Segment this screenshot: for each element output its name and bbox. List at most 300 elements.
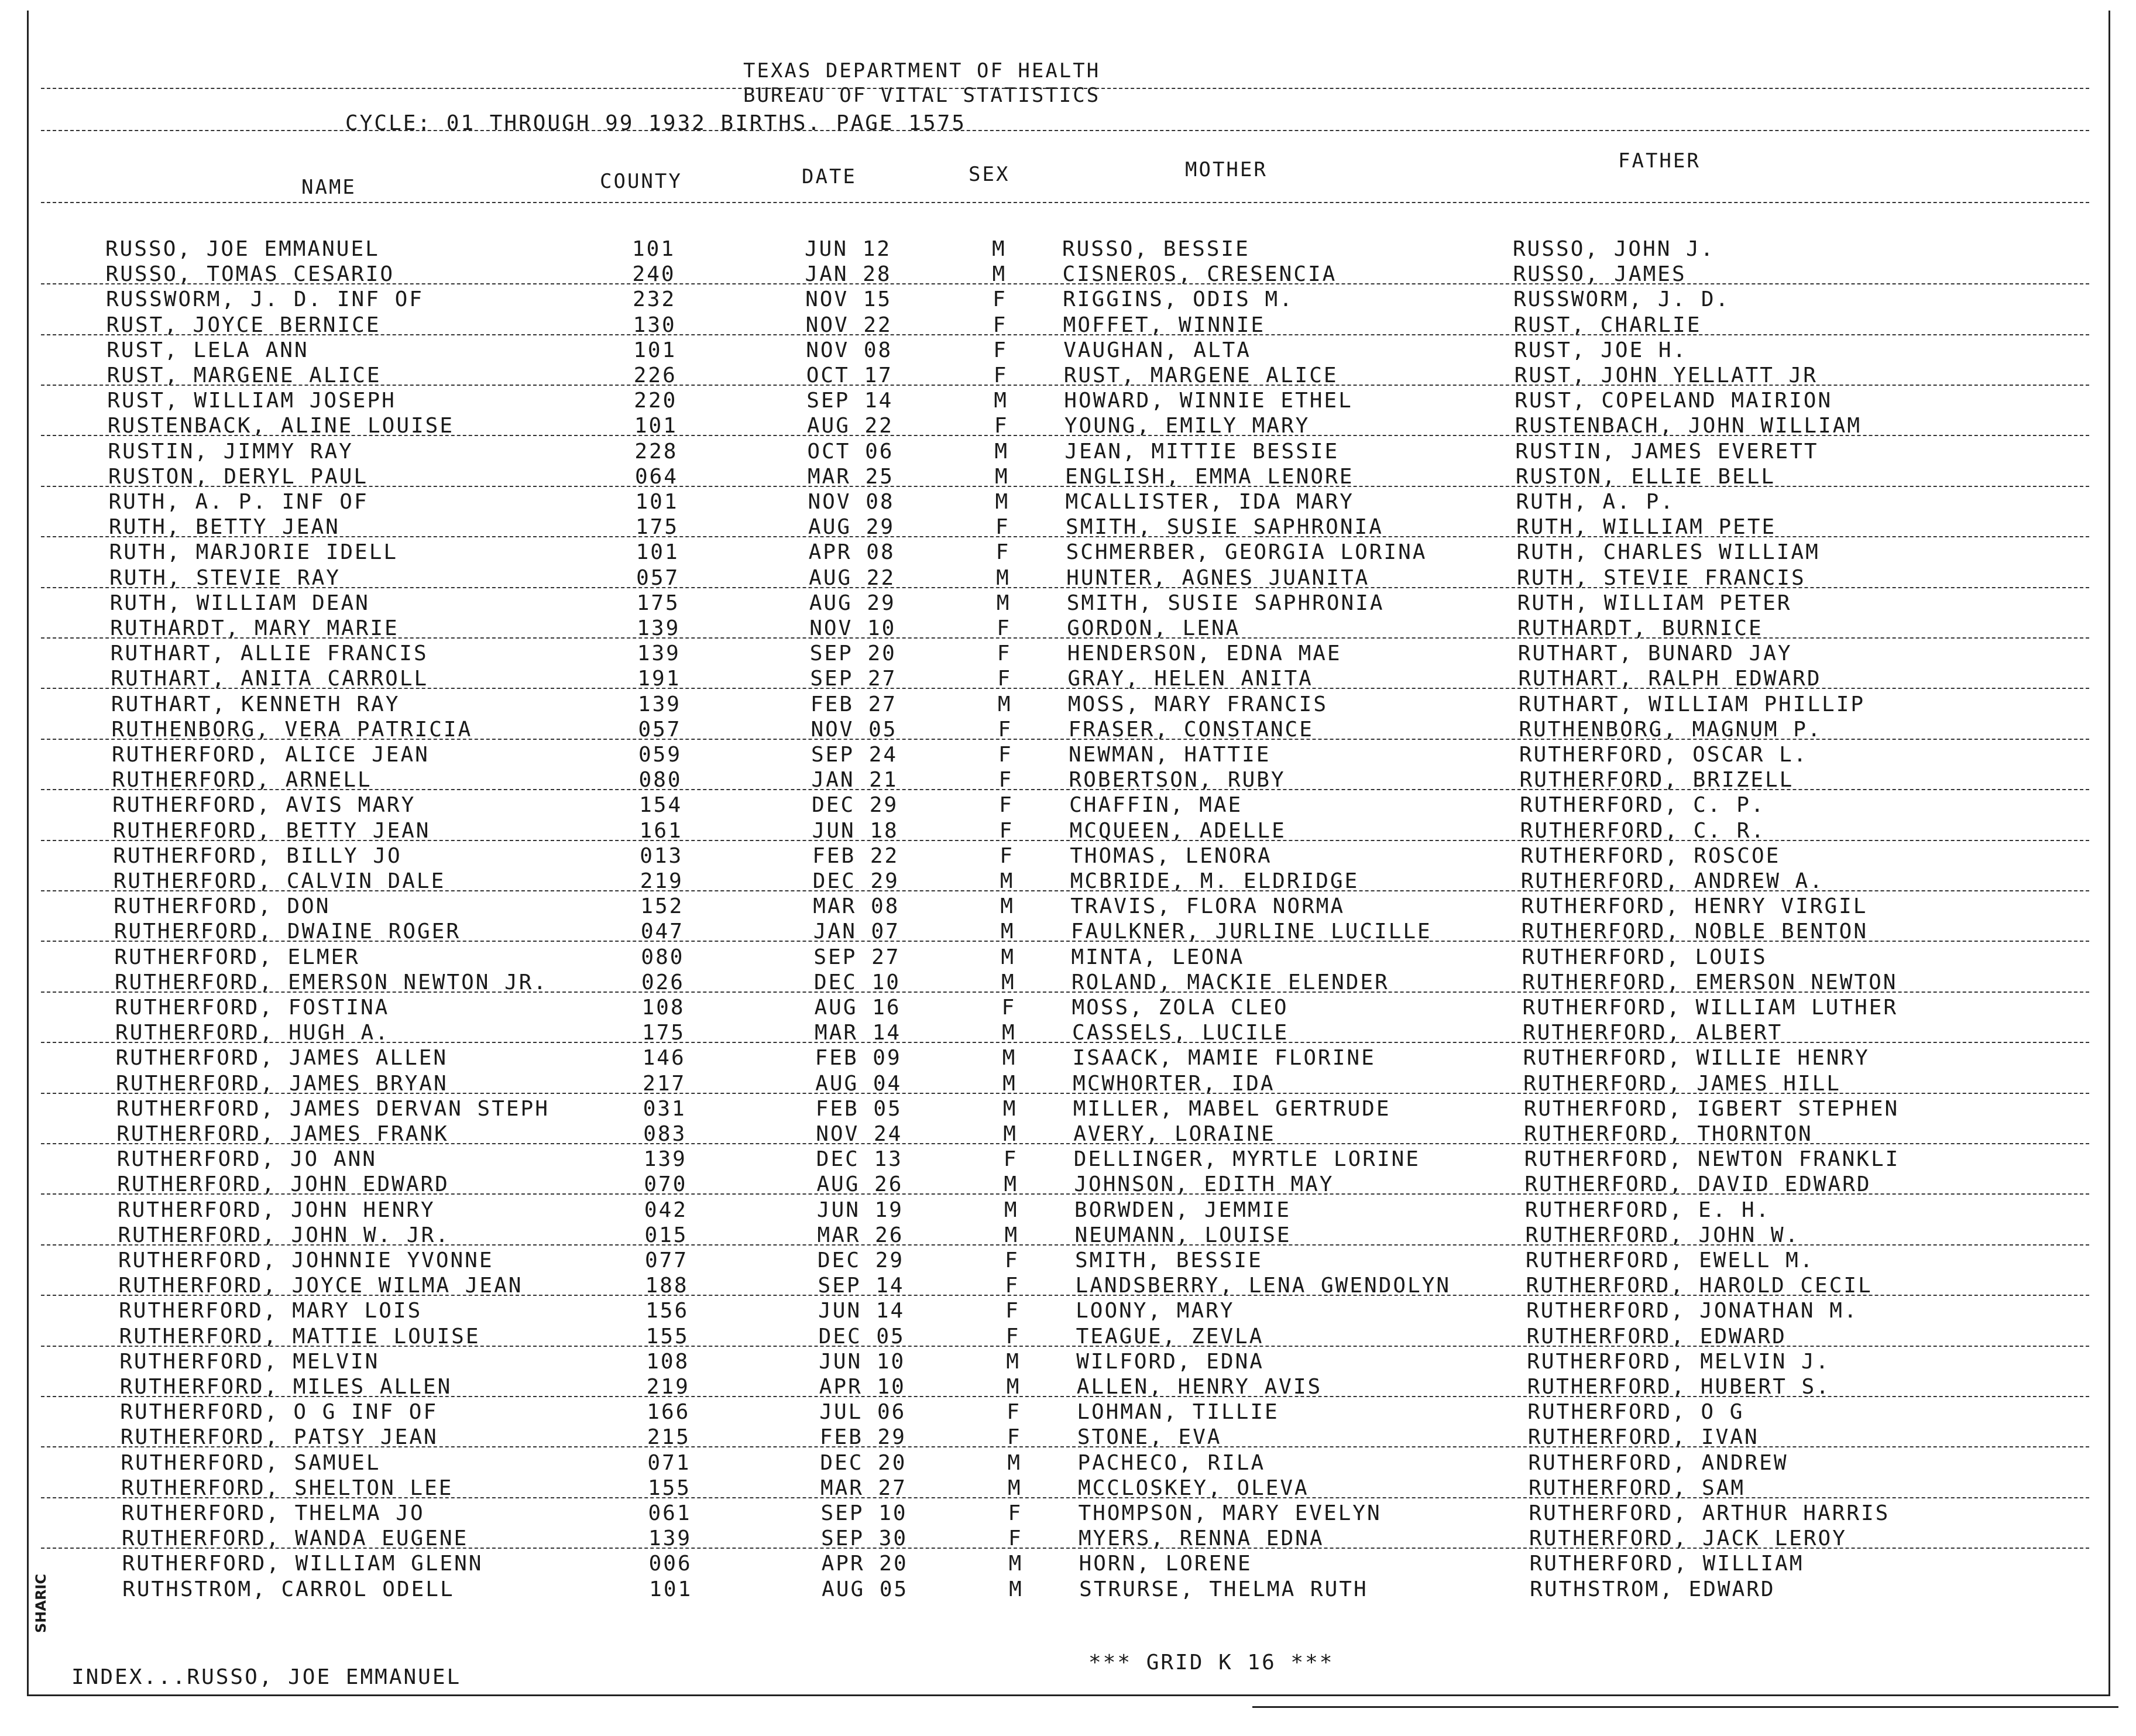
- cell-date: JUN 10: [819, 1349, 906, 1374]
- cell-mother: MCCLOSKEY, OLEVA: [1077, 1476, 1309, 1500]
- cell-mother: MOFFET, WINNIE: [1063, 313, 1266, 337]
- cell-mother: RUST, MARGENE ALICE: [1063, 363, 1338, 387]
- cell-date: MAR 26: [817, 1223, 904, 1247]
- cell-mother: WILFORD, EDNA: [1076, 1349, 1264, 1374]
- cell-date: DEC 29: [818, 1248, 905, 1272]
- cell-sex: M: [1003, 1122, 1018, 1146]
- cell-county: 226: [633, 363, 677, 387]
- cell-county: 013: [640, 843, 684, 868]
- cell-name: RUTHERFORD, THELMA JO: [121, 1501, 425, 1525]
- cell-sex: F: [1000, 843, 1014, 868]
- cell-date: MAR 27: [820, 1476, 907, 1500]
- cell-sex: M: [994, 439, 1009, 464]
- cell-name: RUTHERFORD, EMERSON NEWTON JR.: [114, 970, 548, 994]
- cell-sex: M: [1000, 920, 1015, 944]
- cell-father: RUST, JOHN YELLATT JR: [1514, 363, 1818, 387]
- cell-date: DEC 29: [812, 793, 899, 818]
- cell-date: NOV 05: [811, 717, 898, 742]
- cell-father: RUTHERFORD, LOUIS: [1522, 945, 1767, 969]
- cell-date: DEC 10: [813, 970, 901, 994]
- cell-sex: F: [998, 768, 1014, 792]
- cell-name: RUTHERFORD, O G INF OF: [120, 1400, 438, 1425]
- cell-sex: M: [1001, 945, 1016, 969]
- cell-county: 101: [634, 414, 678, 438]
- cell-sex: M: [1002, 1021, 1017, 1045]
- cell-county: 006: [648, 1552, 692, 1576]
- cell-sex: F: [993, 363, 1008, 387]
- cell-name: RUTH, STEVIE RAY: [109, 565, 341, 590]
- row-rule: [41, 739, 2089, 740]
- cell-name: RUTHERFORD, JOHN EDWARD: [117, 1172, 449, 1197]
- cell-name: RUTHERFORD, ELMER: [114, 945, 360, 969]
- cell-mother: SMITH, SUSIE SAPHRONIA: [1066, 515, 1383, 540]
- cell-mother: RIGGINS, ODIS M.: [1063, 287, 1294, 312]
- cell-name: RUTHERFORD, MILES ALLEN: [119, 1375, 452, 1399]
- column-header-father: FATHER: [1618, 149, 1701, 173]
- cell-county: 108: [641, 996, 685, 1020]
- cell-sex: M: [1002, 1096, 1018, 1121]
- cell-father: RUTHERFORD, JONATHAN M.: [1526, 1299, 1859, 1323]
- cell-father: RUTHARDT, BURNICE: [1517, 616, 1763, 640]
- cell-sex: F: [993, 338, 1008, 362]
- cell-name: RUTHERFORD, JO ANN: [116, 1147, 377, 1172]
- cell-date: JAN 28: [805, 262, 892, 287]
- cell-date: NOV 22: [805, 313, 892, 337]
- cell-name: RUTHERFORD, WILLIAM GLENN: [122, 1552, 483, 1576]
- cell-county: 101: [636, 540, 679, 565]
- cell-mother: STONE, EVA: [1077, 1425, 1222, 1450]
- cell-name: RUSSO, TOMAS CESARIO: [105, 262, 395, 287]
- cell-father: RUSTENBACH, JOHN WILLIAM: [1515, 414, 1862, 438]
- cell-sex: M: [1008, 1552, 1024, 1576]
- cell-name: RUTHSTROM, CARROL ODELL: [122, 1577, 455, 1601]
- cell-sex: F: [1008, 1526, 1023, 1551]
- cell-sex: M: [994, 464, 1009, 489]
- cell-mother: MCQUEEN, ADELLE: [1069, 818, 1286, 843]
- cell-county: 232: [633, 287, 676, 312]
- column-header-sex: SEX: [969, 163, 1010, 186]
- cell-date: SEP 27: [813, 945, 901, 969]
- cell-mother: HUNTER, AGNES JUANITA: [1066, 565, 1370, 590]
- cell-father: RUTHERFORD, JACK LEROY: [1529, 1526, 1847, 1551]
- cell-mother: NEUMANN, LOUISE: [1074, 1223, 1292, 1247]
- row-rule: [41, 840, 2089, 841]
- cell-mother: MINTA, LEONA: [1071, 945, 1245, 969]
- cell-sex: M: [1007, 1450, 1022, 1475]
- cell-name: RUSTIN, JIMMY RAY: [108, 439, 353, 464]
- cell-father: RUTH, STEVIE FRANCIS: [1517, 565, 1806, 590]
- cell-sex: M: [994, 389, 1008, 413]
- cell-date: JUN 14: [818, 1299, 905, 1323]
- cell-father: RUTHERFORD, EMERSON NEWTON: [1522, 970, 1898, 994]
- cell-name: RUST, JOYCE BERNICE: [106, 313, 381, 337]
- cell-mother: FRASER, CONSTANCE: [1068, 717, 1314, 742]
- cell-name: RUTHERFORD, JAMES DERVAN STEPH: [116, 1096, 550, 1121]
- cell-father: RUTHERFORD, E. H.: [1524, 1198, 1771, 1222]
- cell-county: 217: [643, 1071, 686, 1096]
- cell-mother: CHAFFIN, MAE: [1069, 793, 1243, 818]
- cell-name: RUTHARDT, MARY MARIE: [110, 616, 399, 640]
- cell-father: RUTHERFORD, NEWTON FRANKLI: [1524, 1147, 1900, 1172]
- cell-county: 083: [643, 1122, 687, 1146]
- cell-sex: M: [995, 490, 1010, 514]
- cell-father: RUTHERFORD, IVAN: [1527, 1425, 1759, 1450]
- cell-county: 155: [647, 1476, 691, 1500]
- cell-date: NOV 08: [806, 338, 893, 362]
- cell-father: RUTHERFORD, DAVID EDWARD: [1524, 1172, 1871, 1197]
- cell-name: RUTH, WILLIAM DEAN: [109, 591, 370, 615]
- cell-mother: ROLAND, MACKIE ELENDER: [1071, 970, 1389, 994]
- cell-mother: JOHNSON, EDITH MAY: [1074, 1172, 1334, 1197]
- cell-county: 166: [647, 1400, 691, 1425]
- cell-date: SEP 27: [810, 667, 897, 691]
- cell-name: RUTHERFORD, DWAINE ROGER: [114, 920, 461, 944]
- cell-name: RUTHERFORD, JOHN W. JR.: [118, 1223, 450, 1247]
- cell-father: RUTHART, BUNARD JAY: [1517, 641, 1792, 666]
- cell-name: RUTHERFORD, PATSY JEAN: [120, 1425, 438, 1450]
- cell-date: AUG 16: [814, 996, 901, 1020]
- cell-date: AUG 22: [806, 414, 894, 438]
- cell-county: 139: [643, 1147, 687, 1172]
- row-rule: [41, 941, 2089, 942]
- cell-mother: TEAGUE, ZEVLA: [1076, 1324, 1264, 1349]
- cell-sex: F: [1005, 1299, 1020, 1323]
- cell-father: RUTH, WILLIAM PETE: [1516, 515, 1777, 540]
- next-sheet-edge: [1252, 1706, 2118, 1708]
- cell-name: RUTHERFORD, ARNELL: [112, 768, 372, 792]
- cell-father: RUTHERFORD, HAROLD CECIL: [1526, 1274, 1873, 1298]
- cell-sex: M: [992, 262, 1007, 287]
- cell-county: 220: [634, 389, 678, 413]
- cell-date: FEB 27: [810, 692, 897, 716]
- cell-father: RUTHERFORD, ANDREW: [1528, 1450, 1788, 1475]
- cell-county: 080: [641, 945, 685, 969]
- cell-sex: F: [997, 667, 1012, 691]
- cell-father: RUTHERFORD, EDWARD: [1526, 1324, 1787, 1349]
- cell-mother: YOUNG, EMILY MARY: [1064, 414, 1310, 438]
- cell-mother: DELLINGER, MYRTLE LORINE: [1073, 1147, 1420, 1172]
- cell-mother: MOSS, MARY FRANCIS: [1067, 692, 1328, 716]
- cell-county: 042: [644, 1198, 688, 1222]
- cell-name: RUTHERFORD, MELVIN: [119, 1349, 380, 1374]
- cell-date: DEC 05: [818, 1324, 905, 1349]
- cell-date: DEC 29: [812, 869, 899, 893]
- cell-name: RUTH, MARJORIE IDELL: [109, 540, 399, 565]
- cell-county: 101: [635, 490, 679, 514]
- row-rule: [41, 283, 2089, 284]
- cell-name: RUTHERFORD, SHELTON LEE: [121, 1476, 454, 1500]
- cell-father: RUTHERFORD, EWELL M.: [1526, 1248, 1815, 1272]
- cell-father: RUTHERFORD, BRIZELL: [1519, 768, 1794, 792]
- cell-sex: F: [1007, 1400, 1021, 1425]
- cell-county: 154: [639, 793, 683, 818]
- row-rule: [41, 991, 2089, 993]
- cell-county: 139: [648, 1526, 692, 1551]
- column-header-mother: MOTHER: [1185, 158, 1268, 181]
- cell-date: APR 20: [821, 1552, 908, 1576]
- cell-name: RUTHENBORG, VERA PATRICIA: [111, 717, 473, 742]
- row-rule: [41, 536, 2089, 537]
- cell-date: JUN 18: [812, 818, 899, 843]
- grid-reference: *** GRID K 16 ***: [1088, 1651, 1334, 1675]
- row-rule: [41, 1346, 2089, 1347]
- cell-mother: MYERS, RENNA EDNA: [1079, 1526, 1324, 1551]
- cell-county: 139: [637, 692, 681, 716]
- cell-date: FEB 09: [815, 1046, 902, 1071]
- cell-name: RUTHERFORD, MARY LOIS: [119, 1299, 423, 1323]
- cell-county: 161: [639, 818, 683, 843]
- cell-sex: M: [1002, 1046, 1017, 1071]
- cell-mother: LANDSBERRY, LENA GWENDOLYN: [1075, 1274, 1451, 1298]
- cell-date: NOV 08: [808, 490, 895, 514]
- row-rule: [41, 1143, 2089, 1144]
- cell-county: 152: [640, 894, 684, 919]
- cell-name: RUTHERFORD, JAMES ALLEN: [115, 1046, 448, 1071]
- cell-mother: JEAN, MITTIE BESSIE: [1064, 439, 1340, 464]
- cell-name: RUSTON, DERYL PAUL: [108, 464, 369, 489]
- cell-father: RUTHERFORD, HUBERT S.: [1527, 1375, 1831, 1399]
- cell-father: RUTHERFORD, IGBERT STEPHEN: [1523, 1096, 1900, 1121]
- cell-county: 228: [634, 439, 678, 464]
- cell-mother: PACHECO, RILA: [1077, 1450, 1266, 1475]
- cell-date: JUN 12: [805, 237, 892, 261]
- cell-date: SEP 30: [821, 1526, 908, 1551]
- cell-county: 059: [638, 743, 682, 767]
- cell-father: RUTHERFORD, ANDREW A.: [1520, 869, 1824, 893]
- cell-date: SEP 24: [811, 743, 898, 767]
- document-header: [743, 59, 1100, 108]
- cell-name: RUTH, BETTY JEAN: [109, 515, 340, 540]
- cell-mother: RUSSO, BESSIE: [1062, 237, 1250, 261]
- cell-father: RUTH, WILLIAM PETER: [1517, 591, 1792, 615]
- cell-date: SEP 14: [818, 1274, 905, 1298]
- cell-sex: F: [1005, 1248, 1019, 1272]
- cell-county: 219: [640, 869, 684, 893]
- cell-county: 057: [636, 565, 680, 590]
- column-rule: [41, 202, 2089, 203]
- cell-date: MAR 25: [807, 464, 894, 489]
- cell-date: APR 10: [819, 1375, 906, 1399]
- row-rule: [41, 1093, 2089, 1094]
- cell-date: OCT 17: [806, 363, 893, 387]
- row-rule: [41, 1042, 2089, 1043]
- cell-name: RUTHERFORD, JAMES FRANK: [116, 1122, 449, 1146]
- cell-date: NOV 15: [805, 287, 892, 312]
- cell-father: RUTH, CHARLES WILLIAM: [1516, 540, 1820, 565]
- cell-county: 101: [632, 237, 676, 261]
- index-line: INDEX...RUSSO, JOE EMMANUEL: [71, 1665, 462, 1689]
- cell-mother: TRAVIS, FLORA NORMA: [1070, 894, 1345, 919]
- cell-sex: M: [1002, 1071, 1017, 1096]
- cell-date: APR 08: [808, 540, 895, 565]
- cell-father: RUTHENBORG, MAGNUM P.: [1519, 717, 1822, 742]
- cell-sex: F: [995, 515, 1010, 540]
- cell-sex: F: [1007, 1425, 1022, 1450]
- cell-sex: F: [997, 616, 1011, 640]
- cycle-info: CYCLE: 01 THROUGH 99 1932 BIRTHS. PAGE 1575: [345, 111, 966, 135]
- row-rule: [41, 334, 2089, 335]
- column-header-name: NAME: [301, 176, 356, 199]
- cell-name: RUSSWORM, J. D. INF OF: [106, 287, 424, 312]
- cell-father: RUTHERFORD, THORNTON: [1524, 1122, 1813, 1146]
- cell-father: RUSTON, ELLIE BELL: [1515, 464, 1776, 489]
- cell-sex: M: [992, 237, 1007, 261]
- cell-father: RUST, JOE H.: [1514, 338, 1688, 362]
- cell-county: 139: [637, 641, 681, 666]
- cell-mother: LOHMAN, TILLIE: [1077, 1400, 1279, 1425]
- cell-sex: F: [997, 641, 1012, 666]
- cell-name: RUTHERFORD, MATTIE LOUISE: [119, 1324, 480, 1349]
- cell-father: RUTHERFORD, HENRY VIRGIL: [1521, 894, 1868, 919]
- row-rule: [41, 1446, 2089, 1447]
- cell-name: RUTHERFORD, JOYCE WILMA JEAN: [118, 1274, 523, 1298]
- cell-county: 101: [633, 338, 677, 362]
- cell-county: 064: [634, 464, 678, 489]
- cell-date: FEB 22: [812, 843, 899, 868]
- cell-county: 215: [647, 1425, 691, 1450]
- cell-mother: ALLEN, HENRY AVIS: [1076, 1375, 1323, 1399]
- cell-sex: M: [1004, 1198, 1019, 1222]
- cell-county: 191: [637, 667, 681, 691]
- cell-sex: F: [995, 540, 1011, 565]
- cell-name: RUST, MARGENE ALICE: [107, 363, 382, 387]
- cell-date: SEP 20: [809, 641, 897, 666]
- cell-mother: GRAY, HELEN ANITA: [1067, 667, 1313, 691]
- cell-date: JUN 19: [816, 1198, 904, 1222]
- cell-mother: MOSS, ZOLA CLEO: [1072, 996, 1289, 1020]
- cell-sex: F: [1003, 1147, 1018, 1172]
- cell-name: RUTHERFORD, SAMUEL: [121, 1450, 381, 1475]
- cell-county: 130: [633, 313, 676, 337]
- cell-father: RUSSWORM, J. D.: [1513, 287, 1730, 312]
- cell-father: RUTHERFORD, MELVIN J.: [1527, 1349, 1831, 1374]
- cell-father: RUTHERFORD, JAMES HILL: [1523, 1071, 1841, 1096]
- row-rule: [41, 435, 2089, 436]
- cell-mother: MCBRIDE, M. ELDRIDGE: [1070, 869, 1359, 893]
- cell-county: 015: [644, 1223, 688, 1247]
- cell-mother: MILLER, MABEL GERTRUDE: [1073, 1096, 1391, 1121]
- row-rule: [41, 789, 2089, 790]
- cell-name: RUTHERFORD, AVIS MARY: [112, 793, 416, 818]
- cell-county: 188: [645, 1274, 689, 1298]
- cell-father: RUTHERFORD, C. P.: [1520, 793, 1766, 818]
- cell-date: AUG 29: [809, 591, 896, 615]
- cell-mother: THOMAS, LENORA: [1070, 843, 1272, 868]
- cell-county: 070: [644, 1172, 688, 1197]
- cell-father: RUTHART, WILLIAM PHILLIP: [1518, 692, 1866, 716]
- cell-name: RUSSO, JOE EMMANUEL: [105, 237, 380, 261]
- cell-father: RUTHERFORD, JOHN W.: [1525, 1223, 1800, 1247]
- cell-name: RUTHERFORD, HUGH A.: [115, 1021, 390, 1045]
- cell-name: RUTHERFORD, BETTY JEAN: [112, 818, 431, 843]
- cell-county: 219: [646, 1375, 690, 1399]
- row-rule: [41, 1295, 2089, 1296]
- cell-date: NOV 24: [816, 1122, 903, 1146]
- cell-father: RUTHERFORD, WILLIE HENRY: [1523, 1046, 1870, 1071]
- cell-date: NOV 10: [809, 616, 897, 640]
- cell-name: RUTHART, ANITA CARROLL: [111, 667, 429, 691]
- cell-sex: M: [1001, 970, 1016, 994]
- cell-father: RUST, CHARLIE: [1513, 313, 1702, 337]
- cell-father: RUTHERFORD, C. R.: [1520, 818, 1766, 843]
- cell-sex: F: [1008, 1501, 1023, 1525]
- cell-mother: HENDERSON, EDNA MAE: [1067, 641, 1342, 666]
- cell-mother: HORN, LORENE: [1079, 1552, 1252, 1576]
- cell-name: RUTHERFORD, BILLY JO: [113, 843, 402, 868]
- cell-sex: F: [998, 743, 1013, 767]
- cell-sex: M: [1004, 1172, 1019, 1197]
- row-rule: [41, 1193, 2089, 1195]
- cell-date: FEB 29: [819, 1425, 906, 1450]
- cell-county: 047: [640, 920, 684, 944]
- cell-sex: M: [997, 692, 1012, 716]
- cell-sex: F: [1001, 996, 1017, 1020]
- cell-date: OCT 06: [807, 439, 894, 464]
- cell-father: RUTHERFORD, WILLIAM LUTHER: [1522, 996, 1898, 1020]
- row-rule: [41, 1548, 2089, 1549]
- column-header-county: COUNTY: [600, 170, 682, 193]
- cell-father: RUSTIN, JAMES EVERETT: [1515, 439, 1819, 464]
- cell-county: 155: [645, 1324, 689, 1349]
- cell-county: 175: [642, 1021, 686, 1045]
- cell-date: AUG 26: [816, 1172, 904, 1197]
- cell-date: AUG 04: [815, 1071, 902, 1096]
- row-rule: [41, 385, 2089, 386]
- cell-sex: M: [1006, 1375, 1021, 1399]
- cell-date: AUG 29: [808, 515, 895, 540]
- cell-sex: M: [1000, 894, 1015, 919]
- cell-sex: F: [998, 717, 1013, 742]
- cell-county: 071: [647, 1450, 691, 1475]
- cell-date: FEB 05: [815, 1096, 902, 1121]
- cell-mother: SMITH, BESSIE: [1075, 1248, 1263, 1272]
- cell-county: 061: [648, 1501, 692, 1525]
- cell-mother: HOWARD, WINNIE ETHEL: [1064, 389, 1353, 413]
- cell-date: DEC 13: [816, 1147, 903, 1172]
- cell-name: RUTHERFORD, ALICE JEAN: [112, 743, 430, 767]
- cell-mother: ISAACK, MAMIE FLORINE: [1072, 1046, 1376, 1071]
- cell-sex: F: [993, 313, 1008, 337]
- cell-date: AUG 05: [822, 1577, 909, 1601]
- cell-county: 240: [632, 262, 676, 287]
- scanner-mark: SHARIC: [33, 1574, 49, 1633]
- cell-date: DEC 20: [820, 1450, 907, 1475]
- cell-county: 175: [636, 591, 680, 615]
- cell-father: RUTHERFORD, NOBLE BENTON: [1521, 920, 1869, 944]
- cell-name: RUTHERFORD, DON: [114, 894, 331, 919]
- cell-county: 139: [637, 616, 681, 640]
- cell-father: RUTHERFORD, ROSCOE: [1520, 843, 1781, 868]
- cell-sex: F: [999, 793, 1014, 818]
- cell-date: MAR 14: [815, 1021, 902, 1045]
- agency-title: TEXAS DEPARTMENT OF HEALTH: [743, 59, 1101, 83]
- cell-father: RUSSO, JOHN J.: [1513, 237, 1715, 261]
- cell-name: RUTHERFORD, JOHN HENRY: [117, 1198, 435, 1222]
- cell-name: RUST, WILLIAM JOSEPH: [107, 389, 396, 413]
- cell-mother: LOONY, MARY: [1076, 1299, 1235, 1323]
- row-rule: [41, 1497, 2089, 1498]
- cell-mother: VAUGHAN, ALTA: [1063, 338, 1251, 362]
- cell-name: RUTHERFORD, JOHNNIE YVONNE: [118, 1248, 494, 1272]
- cell-date: JAN 07: [813, 920, 900, 944]
- cell-mother: NEWMAN, HATTIE: [1069, 743, 1271, 767]
- cell-mother: AVERY, LORAINE: [1073, 1122, 1276, 1146]
- cell-sex: M: [996, 565, 1011, 590]
- cell-father: RUTH, A. P.: [1516, 490, 1675, 514]
- cell-date: JAN 21: [811, 768, 898, 792]
- cell-county: 057: [638, 717, 682, 742]
- row-rule: [41, 637, 2089, 639]
